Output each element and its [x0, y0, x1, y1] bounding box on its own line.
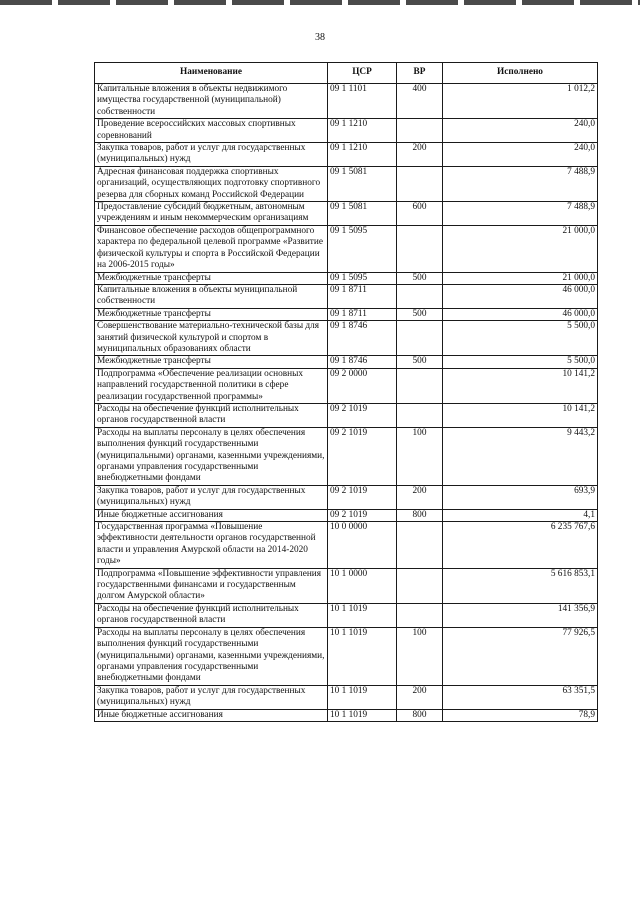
cell-executed: 46 000,0 — [443, 308, 598, 320]
cell-executed: 5 500,0 — [443, 356, 598, 368]
cell-csr: 09 2 1019 — [328, 427, 397, 485]
cell-executed: 77 926,5 — [443, 627, 598, 685]
cell-executed: 240,0 — [443, 119, 598, 143]
cell-executed: 6 235 767,6 — [443, 522, 598, 569]
cell-csr: 09 1 5095 — [328, 225, 397, 272]
cell-name: Иные бюджетные ассигнования — [95, 509, 328, 521]
cell-vr: 200 — [397, 485, 443, 509]
cell-name: Подпрограмма «Обеспечение реализации основных направлений государственной политики в сфере реализации государственной программы» — [95, 368, 328, 403]
cell-csr: 09 1 8711 — [328, 284, 397, 308]
cell-csr: 09 2 1019 — [328, 403, 397, 427]
table-row — [95, 356, 598, 368]
cell-vr: 400 — [397, 84, 443, 119]
table-row — [95, 225, 598, 272]
cell-vr — [397, 368, 443, 403]
table-row — [95, 202, 598, 226]
cell-name: Капитальные вложения в объекты недвижимого имущества государственной (муниципальной) собственности — [95, 84, 328, 119]
cell-vr: 100 — [397, 627, 443, 685]
cell-csr: 10 1 1019 — [328, 709, 397, 721]
header-vr: ВР — [397, 63, 443, 84]
table-row — [95, 166, 598, 201]
cell-executed: 4,1 — [443, 509, 598, 521]
table-row — [95, 143, 598, 167]
cell-name: Адресная финансовая поддержка спортивных организаций, осуществляющих подготовку спортивного резерва для сборных команд Российской Федерации — [95, 166, 328, 201]
table-header-row — [95, 63, 598, 84]
cell-vr — [397, 603, 443, 627]
cell-executed: 46 000,0 — [443, 284, 598, 308]
cell-executed: 63 351,5 — [443, 685, 598, 709]
cell-csr: 09 1 5081 — [328, 166, 397, 201]
cell-name: Закупка товаров, работ и услуг для государственных (муниципальных) нужд — [95, 143, 328, 167]
cell-csr: 09 1 5081 — [328, 202, 397, 226]
cell-csr: 09 1 8746 — [328, 356, 397, 368]
cell-vr: 500 — [397, 272, 443, 284]
cell-vr — [397, 522, 443, 569]
table-row — [95, 119, 598, 143]
header-executed: Исполнено — [443, 63, 598, 84]
cell-vr — [397, 119, 443, 143]
cell-name: Совершенствование материально-технической базы для занятий физической культурой и спортом в муниципальных образованиях области — [95, 321, 328, 356]
cell-csr: 09 2 1019 — [328, 485, 397, 509]
cell-csr: 10 0 0000 — [328, 522, 397, 569]
table-row — [95, 485, 598, 509]
table-row — [95, 627, 598, 685]
cell-executed: 7 488,9 — [443, 166, 598, 201]
cell-csr: 09 2 1019 — [328, 509, 397, 521]
cell-executed: 240,0 — [443, 143, 598, 167]
table-row — [95, 685, 598, 709]
cell-name: Расходы на обеспечение функций исполнительных органов государственной власти — [95, 603, 328, 627]
cell-executed: 693,9 — [443, 485, 598, 509]
cell-vr — [397, 225, 443, 272]
table-row — [95, 509, 598, 521]
cell-executed: 5 616 853,1 — [443, 568, 598, 603]
cell-vr — [397, 568, 443, 603]
cell-csr: 10 1 1019 — [328, 603, 397, 627]
table-row — [95, 709, 598, 721]
cell-vr: 800 — [397, 709, 443, 721]
cell-name: Расходы на выплаты персоналу в целях обеспечения выполнения функций государственными (муниципальными) органами, казенными учреждениями, органами управления государственными внебюджетными фондами — [95, 627, 328, 685]
cell-name: Подпрограмма «Повышение эффективности управления государственными финансами и государственным долгом Амурской области» — [95, 568, 328, 603]
table-row — [95, 284, 598, 308]
cell-name: Финансовое обеспечение расходов общепрограммного характера по федеральной целевой программе «Развитие физической культуры и спорта в Российской Федерации на 2006-2015 годы» — [95, 225, 328, 272]
cell-vr: 200 — [397, 143, 443, 167]
cell-vr: 800 — [397, 509, 443, 521]
table-row — [95, 308, 598, 320]
table-row — [95, 321, 598, 356]
cell-name: Закупка товаров, работ и услуг для государственных (муниципальных) нужд — [95, 685, 328, 709]
table-row — [95, 368, 598, 403]
header-name: Наименование — [95, 63, 328, 84]
cell-csr: 09 1 8711 — [328, 308, 397, 320]
cell-csr: 09 1 1210 — [328, 143, 397, 167]
cell-executed: 21 000,0 — [443, 225, 598, 272]
cell-name: Иные бюджетные ассигнования — [95, 709, 328, 721]
cell-csr: 10 1 0000 — [328, 568, 397, 603]
header-csr: ЦСР — [328, 63, 397, 84]
cell-name: Предоставление субсидий бюджетным, автономным учреждениям и иным некоммерческим организациям — [95, 202, 328, 226]
cell-name: Расходы на обеспечение функций исполнительных органов государственной власти — [95, 403, 328, 427]
cell-vr: 200 — [397, 685, 443, 709]
cell-name: Межбюджетные трансферты — [95, 308, 328, 320]
cell-name: Проведение всероссийских массовых спортивных соревнований — [95, 119, 328, 143]
cell-csr: 09 1 8746 — [328, 321, 397, 356]
cell-executed: 7 488,9 — [443, 202, 598, 226]
cell-name: Межбюджетные трансферты — [95, 356, 328, 368]
cell-executed: 1 012,2 — [443, 84, 598, 119]
budget-execution-table — [94, 62, 598, 722]
table-row — [95, 84, 598, 119]
cell-csr: 09 1 1210 — [328, 119, 397, 143]
cell-name: Расходы на выплаты персоналу в целях обеспечения выполнения функций государственными (муниципальными) органами, казенными учреждениями, органами управления государственными внебюджетными фондами — [95, 427, 328, 485]
cell-csr: 10 1 1019 — [328, 627, 397, 685]
table-row — [95, 603, 598, 627]
cell-vr — [397, 403, 443, 427]
cell-vr — [397, 284, 443, 308]
cell-vr: 500 — [397, 308, 443, 320]
cell-name: Закупка товаров, работ и услуг для государственных (муниципальных) нужд — [95, 485, 328, 509]
cell-executed: 10 141,2 — [443, 368, 598, 403]
cell-csr: 09 1 5095 — [328, 272, 397, 284]
cell-executed: 10 141,2 — [443, 403, 598, 427]
cell-executed: 78,9 — [443, 709, 598, 721]
cell-executed: 141 356,9 — [443, 603, 598, 627]
cell-csr: 09 1 1101 — [328, 84, 397, 119]
cell-csr: 10 1 1019 — [328, 685, 397, 709]
cell-name: Капитальные вложения в объекты муниципальной собственности — [95, 284, 328, 308]
cell-executed: 5 500,0 — [443, 321, 598, 356]
table-row — [95, 403, 598, 427]
table-row — [95, 568, 598, 603]
cell-vr: 100 — [397, 427, 443, 485]
cell-vr: 500 — [397, 356, 443, 368]
cell-name: Государственная программа «Повышение эффективности деятельности органов государственной власти и управления Амурской области на 2014-2020 годы» — [95, 522, 328, 569]
table-row — [95, 427, 598, 485]
table-row — [95, 522, 598, 569]
cell-vr — [397, 321, 443, 356]
scan-edge-artifact — [0, 0, 640, 5]
cell-vr: 600 — [397, 202, 443, 226]
cell-csr: 09 2 0000 — [328, 368, 397, 403]
table-row — [95, 272, 598, 284]
cell-vr — [397, 166, 443, 201]
cell-executed: 21 000,0 — [443, 272, 598, 284]
page-number: 38 — [315, 32, 325, 43]
cell-name: Межбюджетные трансферты — [95, 272, 328, 284]
cell-executed: 9 443,2 — [443, 427, 598, 485]
